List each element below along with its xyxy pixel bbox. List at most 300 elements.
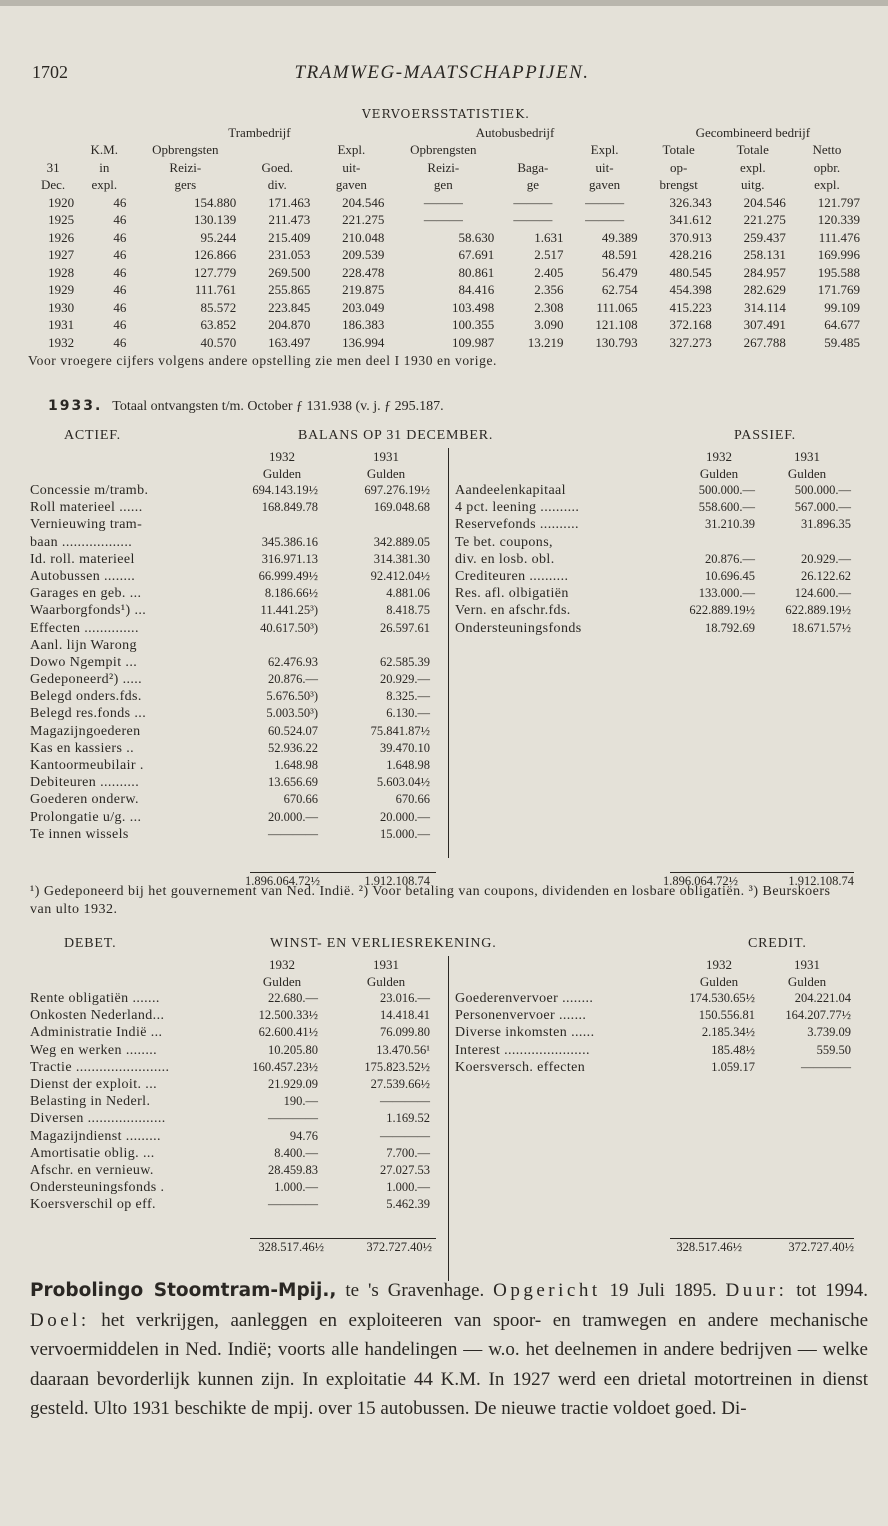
liability-row: [449, 516, 861, 533]
stat-cell: 221.275: [342, 212, 385, 227]
row-value-1931: 20.000.—: [380, 809, 430, 824]
credit-year-1932: 1932: [706, 957, 732, 972]
stat-cell: 1926: [48, 229, 75, 245]
stat-cell: Goed.: [261, 159, 293, 175]
row-value-1931: 8.325.—: [386, 689, 430, 704]
stat-cell: 126.866: [193, 247, 237, 262]
stat-cell: 111.476: [818, 229, 860, 245]
stat-row: [28, 229, 864, 247]
stat-cell: 31: [46, 159, 60, 175]
row-value-1931: 6.130.—: [386, 706, 430, 721]
row-value-1932: 133.000.—: [698, 586, 755, 601]
row-value-1931: ————: [380, 1128, 430, 1143]
row-value-1931: 5.462.39: [386, 1197, 430, 1212]
stat-cell: 1927: [48, 247, 75, 262]
receipts-1933: [48, 398, 444, 415]
row-value-1932: 500.000.—: [698, 483, 755, 497]
stat-cell: Netto: [812, 142, 842, 157]
stat-cell: 13.219: [527, 334, 564, 350]
row-value-1932: 5.003.50³): [266, 706, 318, 721]
stat-cell: 121.797: [817, 194, 860, 210]
row-label: Diverse inkomsten ......: [455, 1025, 595, 1041]
stat-cell: 454.398: [669, 282, 712, 297]
stat-cell: 99.109: [824, 299, 860, 315]
stat-cell: Totale: [662, 142, 695, 157]
row-label: Gedeponeerd²) .....: [30, 672, 143, 688]
stat-cell: 204.870: [268, 317, 311, 332]
row-value-1932: 558.600.—: [698, 500, 755, 515]
assets-year-1931: 1931: [373, 449, 399, 464]
balance-sheet: [28, 428, 860, 888]
scan-top-edge: [0, 0, 888, 6]
stat-cell: 1930: [48, 299, 75, 315]
debit-row: [28, 1110, 446, 1127]
stat-cell: 370.913: [669, 229, 712, 245]
group-header-bus: Autobusbedrijf: [475, 124, 555, 140]
row-label: baan ..................: [30, 534, 133, 550]
row-label: Waarborgfonds¹) ...: [30, 603, 147, 619]
header-row: [28, 141, 864, 159]
credit-unit-1931: Gulden: [787, 974, 827, 989]
row-label: Ondersteuningsfonds: [455, 620, 582, 636]
stat-cell: 1920: [48, 194, 75, 210]
statistics-table: [28, 124, 864, 352]
row-label: Roll materieel ......: [30, 500, 143, 516]
stat-cell: 120.339: [817, 212, 860, 227]
stat-cell: gaven: [589, 177, 621, 192]
row-label: Onkosten Nederland...: [30, 1008, 165, 1024]
row-label: Ondersteuningsfonds .: [30, 1180, 165, 1196]
stat-row: [28, 194, 864, 212]
stat-cell: 121.108: [595, 317, 638, 332]
row-value-1931: 5.603.04½: [376, 775, 430, 790]
row-label: Diversen ....................: [30, 1111, 166, 1127]
row-value-1931: 559.50: [816, 1042, 851, 1057]
row-label: Garages en geb. ...: [30, 586, 142, 602]
stat-cell: 84.416: [458, 282, 495, 297]
row-label: Magazijndienst .........: [30, 1128, 161, 1144]
stat-cell: 269.500: [268, 264, 311, 280]
row-label: Tractie ........................: [30, 1059, 170, 1075]
stat-cell: 372.168: [669, 317, 712, 332]
stat-cell: Opbrengsten: [152, 142, 219, 157]
liab-year-1931: 1931: [794, 449, 820, 464]
asset-row: [28, 482, 446, 499]
row-value-1931: ————: [380, 1094, 430, 1109]
stat-cell: 1932: [48, 334, 75, 350]
asset-row: [28, 688, 446, 705]
stat-row: [28, 211, 864, 229]
debit-row: [28, 1162, 446, 1179]
row-label: Koersverschil op eff.: [30, 1197, 156, 1213]
stat-cell: div.: [267, 177, 287, 192]
row-value-1932: 8.186.66½: [264, 586, 318, 601]
row-value-1932: 10.696.45: [705, 568, 755, 583]
row-value-1932: 52.936.22: [268, 740, 318, 755]
assets-total-1932: 1.896.064.72½: [245, 874, 320, 888]
header-row: [28, 159, 864, 177]
stat-cell: ———: [585, 212, 625, 227]
row-value-1931: 670.66: [395, 792, 430, 807]
row-value-1932: 5.676.50³): [266, 689, 318, 704]
asset-row: [28, 809, 446, 826]
row-value-1931: 164.207.77½: [785, 1008, 851, 1023]
stat-cell: 127.779: [193, 264, 237, 280]
row-value-1931: ————: [801, 1059, 851, 1074]
debit-row: [28, 1093, 446, 1110]
credit-total-1931: 372.727.40½: [788, 1240, 854, 1254]
credit-total-1932: 328.517.46½: [676, 1240, 742, 1254]
row-value-1931: 697.276.19½: [364, 483, 430, 497]
stat-cell: 109.987: [451, 334, 495, 350]
stat-cell: 64.677: [824, 317, 860, 332]
stat-cell: [240, 141, 314, 159]
debit-column: [28, 956, 446, 1213]
row-label: Dowo Ngempit ...: [30, 654, 138, 670]
page-number: 1702: [32, 62, 68, 82]
liab-unit-1932: Gulden: [699, 466, 739, 481]
stat-cell: 284.957: [743, 264, 786, 280]
credit-row: [449, 1024, 861, 1041]
liability-row: [449, 602, 861, 619]
row-value-1931: 204.221.04: [794, 991, 851, 1005]
stat-cell: 136.994: [342, 334, 385, 350]
stat-cell: 62.754: [601, 282, 638, 297]
stat-cell: 2.405: [534, 264, 564, 280]
row-value-1932: 670.66: [283, 792, 318, 807]
duration-text: tot 1994.: [787, 1280, 868, 1301]
stat-cell: ———: [513, 212, 553, 227]
asset-row: [28, 723, 446, 740]
row-value-1931: 62.585.39: [380, 654, 430, 669]
credit-year-1931: 1931: [794, 957, 820, 972]
stat-cell: ge: [526, 177, 539, 192]
purpose-label: Doel:: [30, 1309, 90, 1331]
liability-row: [449, 585, 861, 602]
row-label: Afschr. en vernieuw.: [30, 1162, 154, 1178]
stat-cell: ———: [513, 194, 553, 210]
stat-cell: expl.: [814, 177, 840, 192]
stat-cell: 231.053: [268, 247, 311, 262]
liability-row: [449, 499, 861, 516]
row-label: Debiteuren ..........: [30, 775, 140, 791]
asset-row: [28, 774, 446, 791]
stat-cell: 221.275: [743, 212, 786, 227]
stat-cell: 103.498: [451, 299, 495, 315]
debit-unit-1932: Gulden: [262, 974, 302, 989]
debit-year-1931: 1931: [373, 957, 399, 972]
group-header-row: [28, 124, 864, 142]
row-value-1931: 342.889.05: [373, 534, 430, 549]
assets-total-1931: 1.912.108.74: [364, 874, 430, 888]
row-label: 4 pct. leening ..........: [455, 500, 580, 516]
stat-row: [28, 299, 864, 317]
credit-unit-1932: Gulden: [699, 974, 739, 989]
row-label: Crediteuren ..........: [455, 568, 569, 584]
row-label: Prolongatie u/g. ...: [30, 809, 142, 825]
company-seat: te 's Gravenhage.: [336, 1280, 494, 1301]
stat-cell: 1.631: [534, 229, 564, 245]
row-value-1932: 160.457.23½: [252, 1059, 318, 1074]
row-value-1931: 14.418.41: [380, 1008, 430, 1023]
stat-cell: 282.629: [743, 282, 786, 297]
stat-cell: 223.845: [268, 299, 311, 315]
row-value-1932: 622.889.19½: [689, 603, 755, 618]
stat-cell: 341.612: [669, 212, 712, 227]
assets-unit-1932: Gulden: [262, 466, 302, 481]
row-label: Koersversch. effecten: [455, 1059, 586, 1075]
founded-date: 19 Juli 1895.: [600, 1280, 726, 1301]
stat-cell: 40.570: [200, 334, 237, 350]
stat-cell: Reizi-: [427, 159, 460, 175]
stat-cell: 215.409: [268, 229, 311, 245]
row-label: Aanl. lijn Warong: [30, 637, 137, 653]
stat-cell: 210.048: [342, 229, 385, 245]
row-value-1931: 23.016.—: [380, 991, 430, 1005]
row-label: Concessie m/tramb.: [30, 483, 149, 498]
credit-row: [449, 1059, 861, 1076]
row-value-1932: 13.656.69: [268, 775, 318, 790]
stat-row: [28, 334, 864, 352]
row-value-1932: 28.459.83: [268, 1162, 318, 1177]
asset-row: [28, 551, 446, 568]
stat-cell: 219.875: [342, 282, 385, 297]
debit-row: [28, 1179, 446, 1196]
stat-cell: 307.491: [743, 317, 786, 332]
row-value-1932: 31.210.39: [705, 517, 755, 532]
asset-row: [28, 826, 446, 843]
stat-cell: Opbrengsten: [410, 142, 477, 157]
stat-cell: Expl.: [590, 142, 619, 157]
row-label: Vernieuwing tram-: [30, 517, 143, 533]
stat-cell: 80.861: [458, 264, 495, 280]
row-label: Goederen onderw.: [30, 792, 139, 808]
row-value-1931: 1.169.52: [386, 1111, 430, 1126]
liability-row: [449, 482, 861, 499]
stat-cell: 3.090: [534, 317, 564, 332]
stat-cell: 480.545: [669, 264, 712, 280]
receipts-year: 1933.: [48, 398, 103, 414]
stat-cell: uitg.: [741, 177, 765, 192]
row-value-1932: 20.000.—: [268, 809, 318, 824]
stat-cell: 163.497: [268, 334, 311, 350]
debit-row: [28, 1042, 446, 1059]
credit-row: [449, 990, 861, 1007]
row-value-1932: 62.476.93: [268, 654, 318, 669]
stat-cell: uit-: [595, 159, 614, 175]
receipts-text: Totaal ontvangsten t/m. October ƒ 131.938 (v. j. ƒ 295.187.: [112, 399, 444, 414]
stat-row: [28, 316, 864, 334]
stat-cell: 154.880: [193, 194, 237, 210]
asset-row: [28, 791, 446, 808]
statistics-note: Voor vroegere cijfers volgens andere opstelling zie men deel I 1930 en vorige.: [28, 353, 498, 368]
stat-cell: 2.356: [534, 282, 564, 297]
debit-total-1932: 328.517.46½: [258, 1240, 324, 1254]
row-value-1931: 31.896.35: [801, 517, 851, 532]
row-label: Kantoormeubilair .: [30, 758, 144, 773]
row-value-1932: 1.000.—: [274, 1180, 318, 1195]
stat-cell: 203.049: [342, 299, 385, 315]
stat-cell: 46: [113, 282, 127, 297]
asset-row: [28, 499, 446, 516]
stat-cell: 428.216: [669, 247, 712, 262]
company-name: Probolingo Stoomtram-Mpij.,: [30, 1280, 337, 1301]
row-value-1932: 168.849.78: [261, 500, 318, 515]
company-description: [30, 1276, 868, 1424]
stat-cell: 209.539: [342, 247, 385, 262]
assets-year-1932: 1932: [269, 449, 295, 464]
stat-cell: 258.131: [743, 247, 786, 262]
stat-cell: 130.793: [595, 334, 638, 350]
row-value-1932: 316.971.13: [261, 551, 318, 566]
liability-row: [449, 568, 861, 585]
row-value-1932: ————: [268, 1111, 318, 1126]
stat-cell: op-: [670, 159, 688, 175]
stat-cell: expl.: [739, 159, 766, 175]
stat-cell: 95.244: [200, 229, 237, 245]
debit-row: [28, 1076, 446, 1093]
row-value-1931: 92.412.04½: [370, 568, 430, 583]
asset-row: [28, 516, 446, 533]
row-value-1932: 190.—: [283, 1094, 318, 1109]
row-value-1931: 3.739.09: [807, 1025, 851, 1040]
stat-cell: 267.788: [743, 334, 786, 350]
stat-cell: 171.463: [268, 194, 311, 210]
stat-cell: Expl.: [337, 142, 366, 157]
row-value-1932: 22.680.—: [268, 991, 318, 1005]
row-value-1931: 26.122.62: [801, 568, 851, 583]
stat-cell: gen: [433, 177, 453, 192]
row-value-1932: 174.530.65½: [689, 991, 755, 1005]
row-value-1931: 314.381.30: [373, 551, 430, 566]
liab-total-1931: 1.912.108.74: [788, 874, 854, 888]
row-label: Interest ......................: [455, 1042, 590, 1058]
asset-row: [28, 620, 446, 637]
row-value-1932: 345.386.16: [261, 534, 318, 549]
asset-row: [28, 654, 446, 671]
stat-cell: uit-: [342, 159, 361, 175]
stat-cell: 195.588: [817, 264, 860, 280]
stat-cell: 2.308: [534, 299, 564, 315]
stat-cell: 1925: [48, 212, 75, 227]
row-value-1931: 76.099.80: [380, 1025, 430, 1040]
stat-cell: 259.437: [743, 229, 786, 245]
row-value-1931: 567.000.—: [794, 500, 851, 515]
asset-row: [28, 705, 446, 722]
asset-row: [28, 568, 446, 585]
row-label: Te bet. coupons,: [455, 534, 553, 550]
liabilities-header: PASSIEF.: [734, 428, 796, 443]
stat-cell: 46: [113, 194, 127, 210]
row-label: Belegd onders.fds.: [30, 689, 142, 705]
liability-row: [449, 620, 861, 637]
pl-title: WINST- EN VERLIESREKENING.: [270, 936, 497, 951]
row-value-1932: 150.556.81: [698, 1008, 755, 1023]
purpose-text: het verkrijgen, aanleggen en exploiteeren van spoor- en tramwegen en andere mechanische vervoermiddelen in Ned. Indië; voorts alle handelingen — w.o. het deelnemen in andere bedrijven — welke daaraan bevorderlijk kunnen zijn. In exploitatie 44 K.M. In 1927 werd een drietal motortreinen in dienst gesteld. Ulto 1931 beschikte de mpij. over 15 autobussen. De nieuwe tractie voldoet goed. Di-: [30, 1309, 868, 1420]
row-value-1932: 12.500.33½: [258, 1008, 318, 1023]
row-value-1931: 27.027.53: [380, 1162, 430, 1177]
row-label: Vern. en afschr.fds.: [455, 603, 571, 619]
row-value-1932: 66.999.49½: [258, 568, 318, 583]
row-value-1931: 622.889.19½: [785, 603, 851, 618]
stat-cell: Baga-: [517, 159, 549, 175]
stat-cell: brengst: [659, 177, 698, 192]
stat-cell: 85.572: [200, 299, 237, 315]
row-value-1931: 124.600.—: [794, 586, 851, 601]
stat-cell: [498, 141, 567, 159]
stat-cell: 63.852: [200, 317, 237, 332]
row-value-1932: 20.876.—: [705, 551, 755, 566]
row-label: Te innen wissels: [30, 826, 129, 842]
row-label: Rente obligatiën .......: [30, 991, 160, 1006]
stat-cell: K.M.: [90, 142, 118, 157]
stat-cell: 46: [113, 334, 127, 350]
asset-row: [28, 671, 446, 688]
row-label: Personenvervoer .......: [455, 1008, 587, 1024]
row-label: Belasting in Nederl.: [30, 1094, 151, 1110]
stat-cell: 58.630: [458, 229, 495, 245]
row-value-1931: 18.671.57½: [791, 620, 851, 635]
row-value-1932: 20.876.—: [268, 672, 318, 687]
row-value-1932: 40.617.50³): [260, 620, 318, 635]
row-value-1932: 11.441.25³): [260, 603, 318, 618]
stat-cell: 130.139: [193, 212, 237, 227]
stat-cell: 59.485: [824, 334, 860, 350]
stat-cell: 46: [113, 247, 127, 262]
stat-cell: in: [99, 159, 110, 175]
row-value-1932: 10.205.80: [268, 1042, 318, 1057]
row-value-1931: 8.418.75: [386, 603, 430, 618]
liabilities-column: [448, 448, 861, 858]
stat-cell: 111.761: [194, 282, 237, 297]
debit-row: [28, 990, 446, 1007]
row-value-1931: 15.000.—: [380, 826, 430, 841]
pl-totals: [28, 1238, 860, 1256]
row-value-1931: 1.648.98: [386, 758, 430, 772]
founded-label: Opgericht: [493, 1280, 601, 1301]
stat-cell: ———: [585, 194, 625, 210]
row-label: Aandeelenkapitaal: [455, 483, 566, 498]
row-value-1931: 500.000.—: [794, 483, 851, 497]
stat-row: [28, 246, 864, 264]
stat-cell: 49.389: [601, 229, 638, 245]
credit-header: CREDIT.: [748, 936, 807, 951]
row-label: div. en losb. obl.: [455, 551, 555, 567]
stat-cell: 326.343: [669, 194, 712, 210]
stat-cell: 211.473: [268, 212, 311, 227]
stat-cell: 46: [113, 317, 127, 332]
row-label: Goederenvervoer ........: [455, 991, 594, 1006]
row-value-1932: 21.929.09: [268, 1076, 318, 1091]
stat-cell: Reizi-: [169, 159, 202, 175]
row-label: Magazijngoederen: [30, 723, 141, 739]
row-value-1931: 39.470.10: [380, 740, 430, 755]
row-value-1932: ————: [268, 1197, 318, 1212]
row-value-1931: 169.048.68: [373, 500, 430, 515]
row-label: Amortisatie oblig. ...: [30, 1145, 155, 1161]
row-value-1931: 27.539.66½: [370, 1076, 430, 1091]
stat-cell: 171.769: [817, 282, 860, 297]
stat-cell: 228.478: [342, 264, 385, 280]
row-value-1932: 694.143.19½: [252, 483, 318, 497]
stat-cell: gaven: [335, 177, 367, 192]
stat-cell: 100.355: [451, 317, 495, 332]
stat-row: [28, 281, 864, 299]
row-label: Administratie Indië ...: [30, 1025, 163, 1041]
row-value-1932: 1.648.98: [274, 758, 318, 772]
stat-cell: expl.: [91, 177, 118, 192]
liability-row: [449, 534, 861, 551]
